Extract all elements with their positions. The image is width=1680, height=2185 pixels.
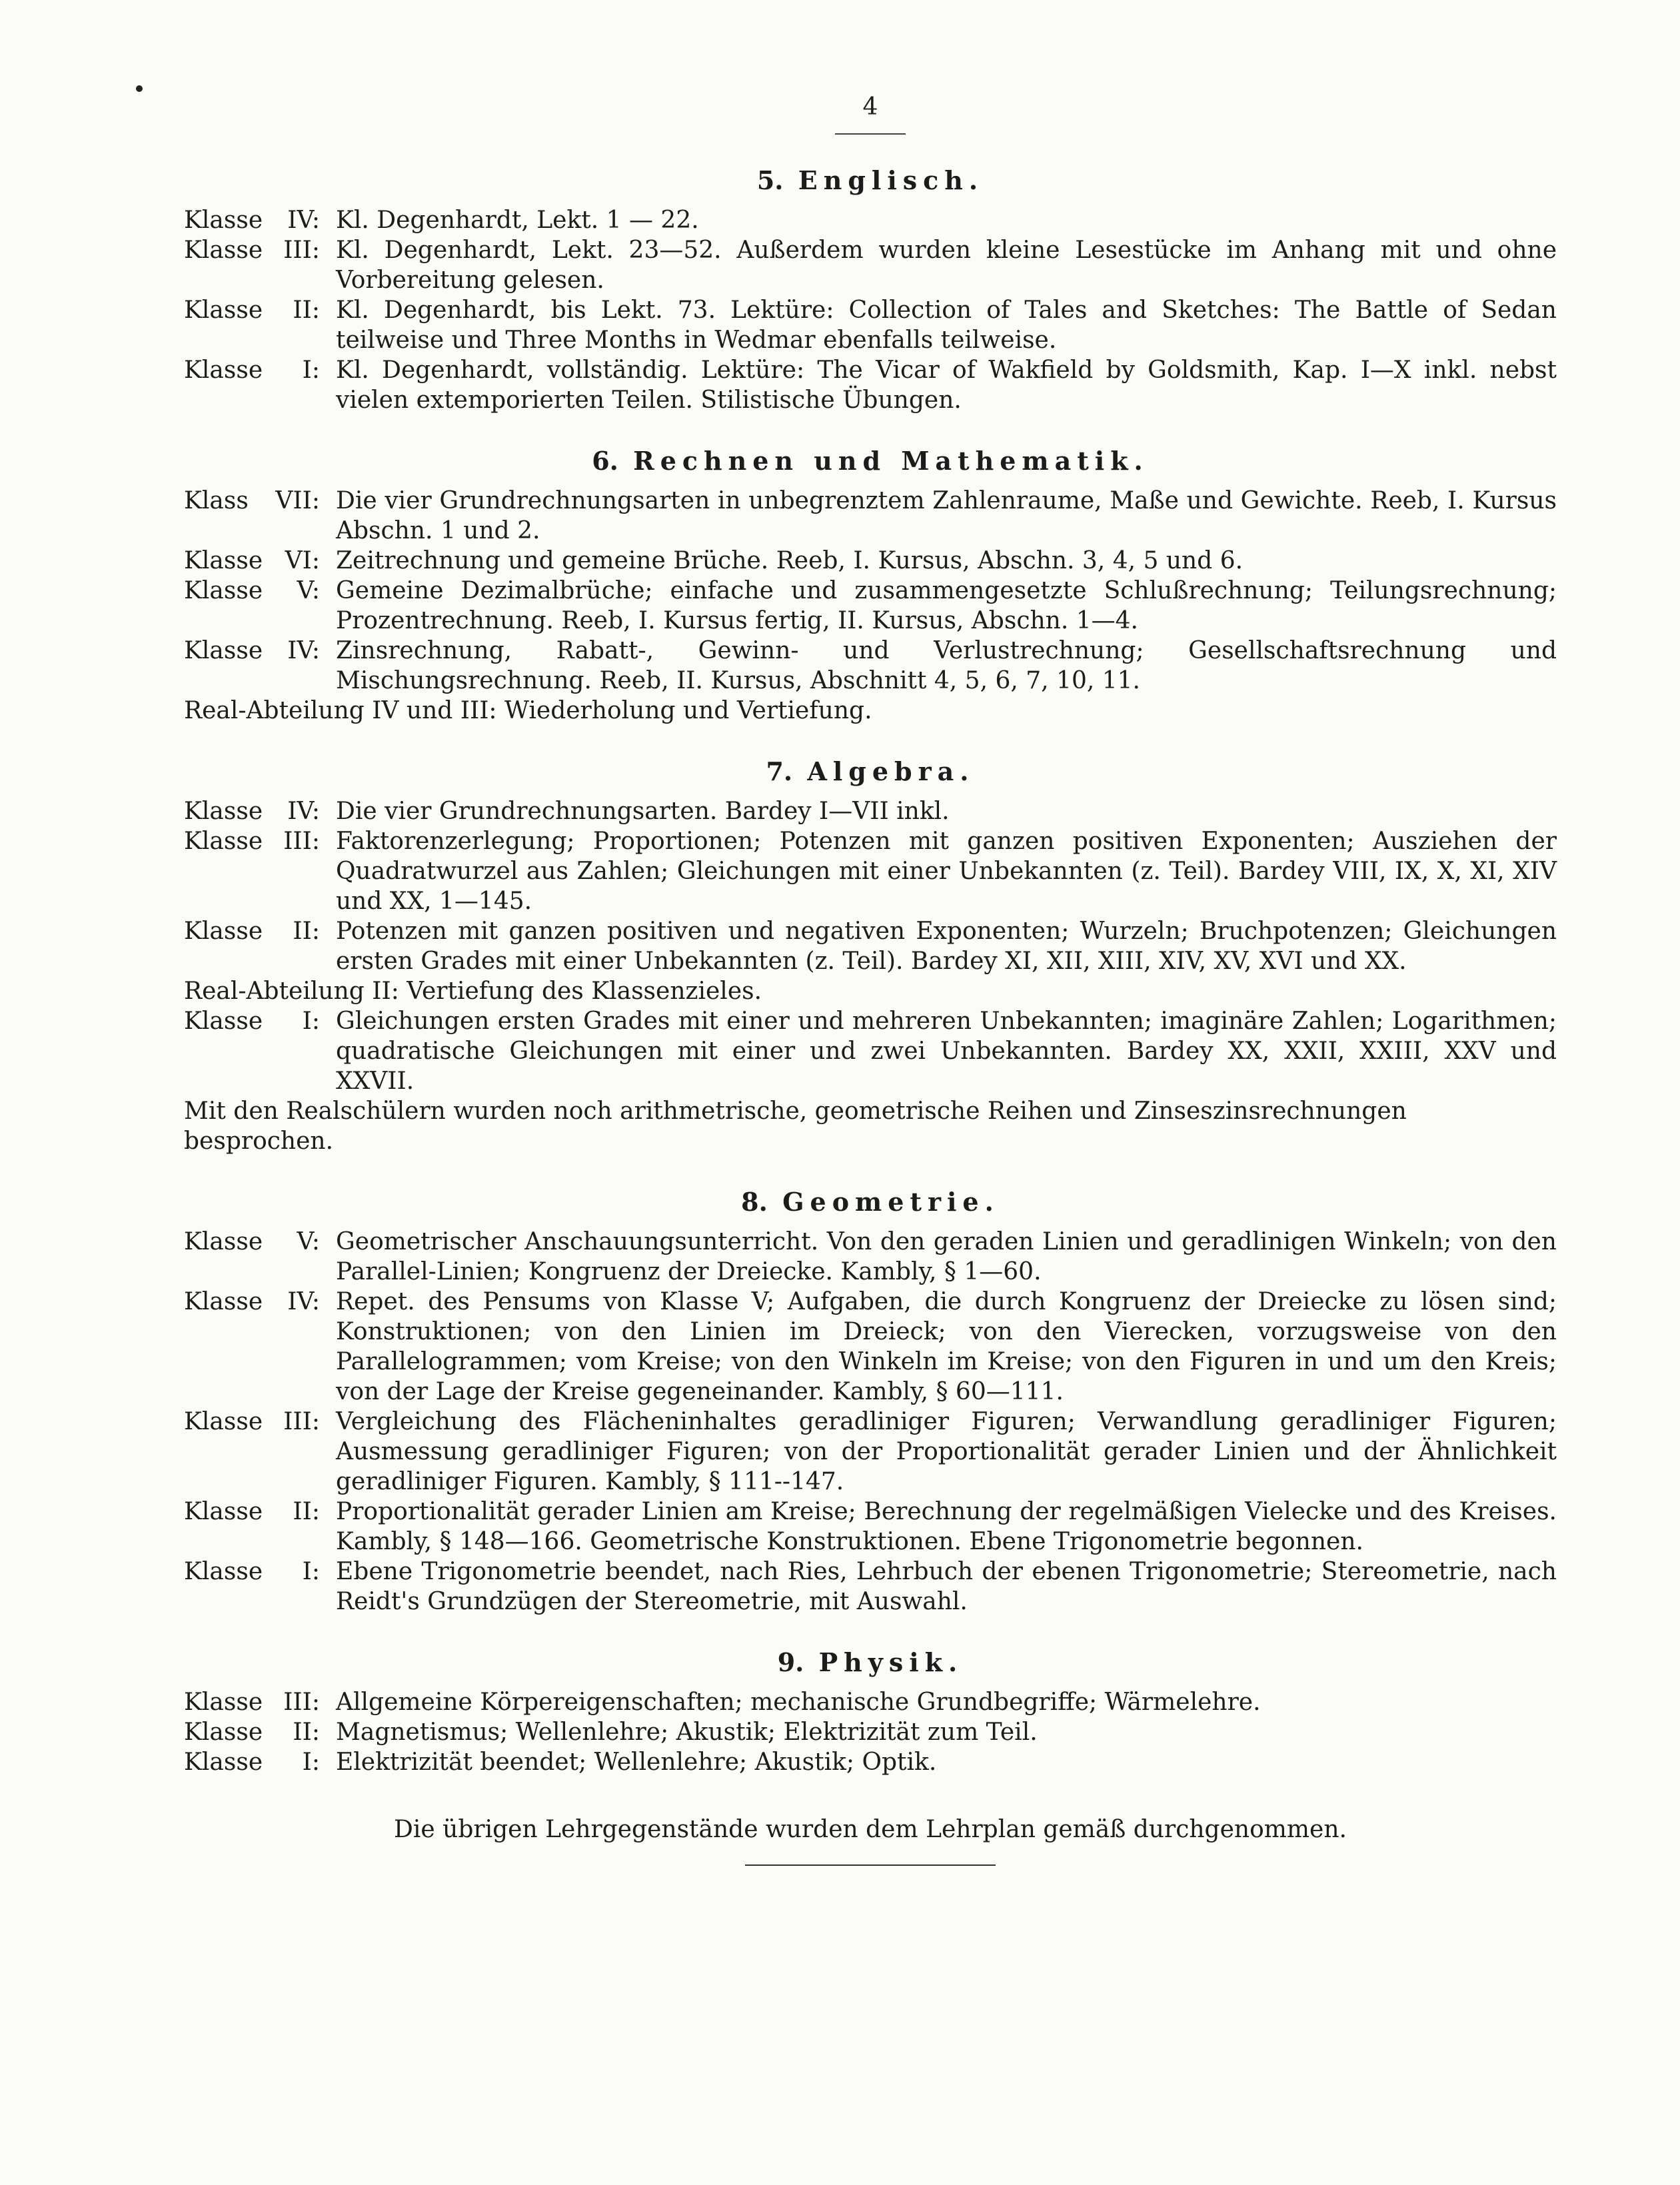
row-text: Kl. Degenhardt, Lekt. 1 — 22. xyxy=(336,207,699,234)
row-label: Klasse V: xyxy=(184,1228,320,1255)
section-heading-physik: 9. Physik. xyxy=(777,1647,964,1677)
section-englisch xyxy=(184,205,1557,415)
section-geometrie xyxy=(184,1227,1557,1617)
closing-note: Die übrigen Lehrgegenstände wurden dem Lehrplan gemäß durchgenommen. xyxy=(394,1816,1347,1843)
section-algebra xyxy=(184,796,1557,976)
section-note: Mit den Realschülern wurden noch arithmetrische, geometrische Reihen und Zinseszinsrechnungen besprochen. xyxy=(184,1097,1407,1155)
section-physik xyxy=(184,1687,1557,1777)
row-label: Klasse VI: xyxy=(184,547,320,574)
section-algebra-cont xyxy=(184,1006,1557,1096)
row-text: Kl. Degenhardt, vollständig. Lektüre: The Vicar of Wakfield by Goldsmith, Kap. I—X inkl. nebst vielen extemporierten Teilen. Stilistische Übungen. xyxy=(336,357,1557,414)
row-label: Klasse II: xyxy=(184,1498,320,1525)
row-label: Klasse III: xyxy=(184,828,320,855)
page xyxy=(184,93,1557,1866)
row-text: Magnetismus; Wellenlehre; Akustik; Elektrizität zum Teil. xyxy=(336,1719,1038,1746)
ink-dot xyxy=(136,85,143,92)
row-label: Klasse II: xyxy=(184,918,320,945)
row-text: Potenzen mit ganzen positiven und negativen Exponenten; Wurzeln; Bruchpotenzen; Gleichungen ersten Grades mit einer Unbekannten (z. Teil). Bardey XI, XII, XIII, XIV, XV, XVI und XX. xyxy=(336,918,1557,975)
page-number-rule xyxy=(835,133,906,135)
row-text: Ebene Trigonometrie beendet, nach Ries, Lehrbuch der ebenen Trigonometrie; Stereometrie, nach Reidt's Grundzügen der Stereometrie, mit Auswahl. xyxy=(336,1558,1557,1615)
row-label: Klasse IV: xyxy=(184,637,320,664)
row-label: Klass VII: xyxy=(184,487,320,514)
row-text: Die vier Grundrechnungsarten in unbegrenztem Zahlenraume, Maße und Gewichte. Reeb, I. Kursus Abschn. 1 und 2. xyxy=(336,487,1557,544)
row-label: Klasse V: xyxy=(184,577,320,604)
row-text: Repet. des Pensums von Klasse V; Aufgaben, die durch Kongruenz der Dreiecke zu lösen sind; Konstruktionen; von den Linien im Dreieck; von den Vierecken, vorzugsweise von den Parallelogrammen; vom Kreise; von den Winkeln im Kreise; von den Figuren in und um den Kreis; von der Lage der Kreise gegeneinander. Kambly, § 60—111. xyxy=(336,1288,1557,1405)
row-label: Klasse III: xyxy=(184,1408,320,1435)
row-label: Klasse IV: xyxy=(184,1288,320,1315)
row-label: Klasse III: xyxy=(184,237,320,264)
row-text: Vergleichung des Flächeninhaltes geradliniger Figuren; Verwandlung geradliniger Figuren; Ausmessung geradliniger Figuren; von der Proportionalität gerader Linien und der Ähnlichkeit geradliniger Figuren. Kambly, § 111--147. xyxy=(336,1408,1557,1495)
section-note: Real-Abteilung II: Vertiefung des Klassenzieles. xyxy=(184,978,762,1005)
row-text: Gemeine Dezimalbrüche; einfache und zusammengesetzte Schlußrechnung; Teilungsrechnung; Prozentrechnung. Reeb, I. Kursus fertig, II. Kursus, Abschn. 1—4. xyxy=(336,577,1557,634)
row-label: Klasse II: xyxy=(184,1719,320,1746)
section-heading-algebra: 7. Algebra. xyxy=(766,756,975,786)
row-text: Zeitrechnung und gemeine Brüche. Reeb, I. Kursus, Abschn. 3, 4, 5 und 6. xyxy=(336,547,1244,574)
row-label: Klasse I: xyxy=(184,1749,320,1776)
row-label: Klasse I: xyxy=(184,357,320,384)
section-note: Real-Abteilung IV und III: Wiederholung und Vertiefung. xyxy=(184,697,872,724)
row-text: Kl. Degenhardt, Lekt. 23—52. Außerdem wurden kleine Lesestücke im Anhang mit und ohne Vorbereitung gelesen. xyxy=(336,237,1557,294)
row-label: Klasse IV: xyxy=(184,207,320,234)
row-text: Zinsrechnung, Rabatt-, Gewinn- und Verlustrechnung; Gesellschaftsrechnung und Mischungsrechnung. Reeb, II. Kursus, Abschnitt 4, 5, 6, 7, 10, 11. xyxy=(336,637,1557,694)
row-text: Geometrischer Anschauungsunterricht. Von den geraden Linien und geradlinigen Winkeln; von den Parallel-Linien; Kongruenz der Dreiecke. Kambly, § 1—60. xyxy=(336,1228,1557,1285)
row-text: Die vier Grundrechnungsarten. Bardey I—VII inkl. xyxy=(336,798,950,825)
end-rule xyxy=(745,1864,996,1866)
row-text: Gleichungen ersten Grades mit einer und mehreren Unbekannten; imaginäre Zahlen; Logarithmen; quadratische Gleichungen mit einer und zwei Unbekannten. Bardey XX, XXII, XXIII, XXV und XXVII. xyxy=(336,1008,1557,1095)
row-label: Klasse IV: xyxy=(184,798,320,825)
section-heading-englisch: 5. Englisch. xyxy=(756,165,984,195)
row-label: Klasse III: xyxy=(184,1689,320,1716)
row-label: Klasse II: xyxy=(184,297,320,324)
page-number: 4 xyxy=(862,93,878,121)
section-rechnen xyxy=(184,486,1557,696)
row-text: Proportionalität gerader Linien am Kreise; Berechnung der regelmäßigen Vielecke und des Kreises. Kambly, § 148—166. Geometrische Konstruktionen. Ebene Trigonometrie begonnen. xyxy=(336,1498,1557,1555)
row-text: Elektrizität beendet; Wellenlehre; Akustik; Optik. xyxy=(336,1749,937,1776)
row-text: Faktorenzerlegung; Proportionen; Potenzen mit ganzen positiven Exponenten; Ausziehen der Quadratwurzel aus Zahlen; Gleichungen mit einer Unbekannten (z. Teil). Bardey VIII, IX, X, XI, XIV und XX, 1—145. xyxy=(336,828,1557,915)
row-text: Kl. Degenhardt, bis Lekt. 73. Lektüre: Collection of Tales and Sketches: The Battle of Sedan teilweise und Three Months in Wedmar ebenfalls teilweise. xyxy=(336,297,1557,354)
row-label: Klasse I: xyxy=(184,1558,320,1585)
section-heading-rechnen: 6. Rechnen und Mathematik. xyxy=(592,446,1149,476)
section-heading-geometrie: 8. Geometrie. xyxy=(741,1187,1000,1217)
row-label: Klasse I: xyxy=(184,1008,320,1035)
row-text: Allgemeine Körpereigenschaften; mechanische Grundbegriffe; Wärmelehre. xyxy=(336,1689,1261,1716)
